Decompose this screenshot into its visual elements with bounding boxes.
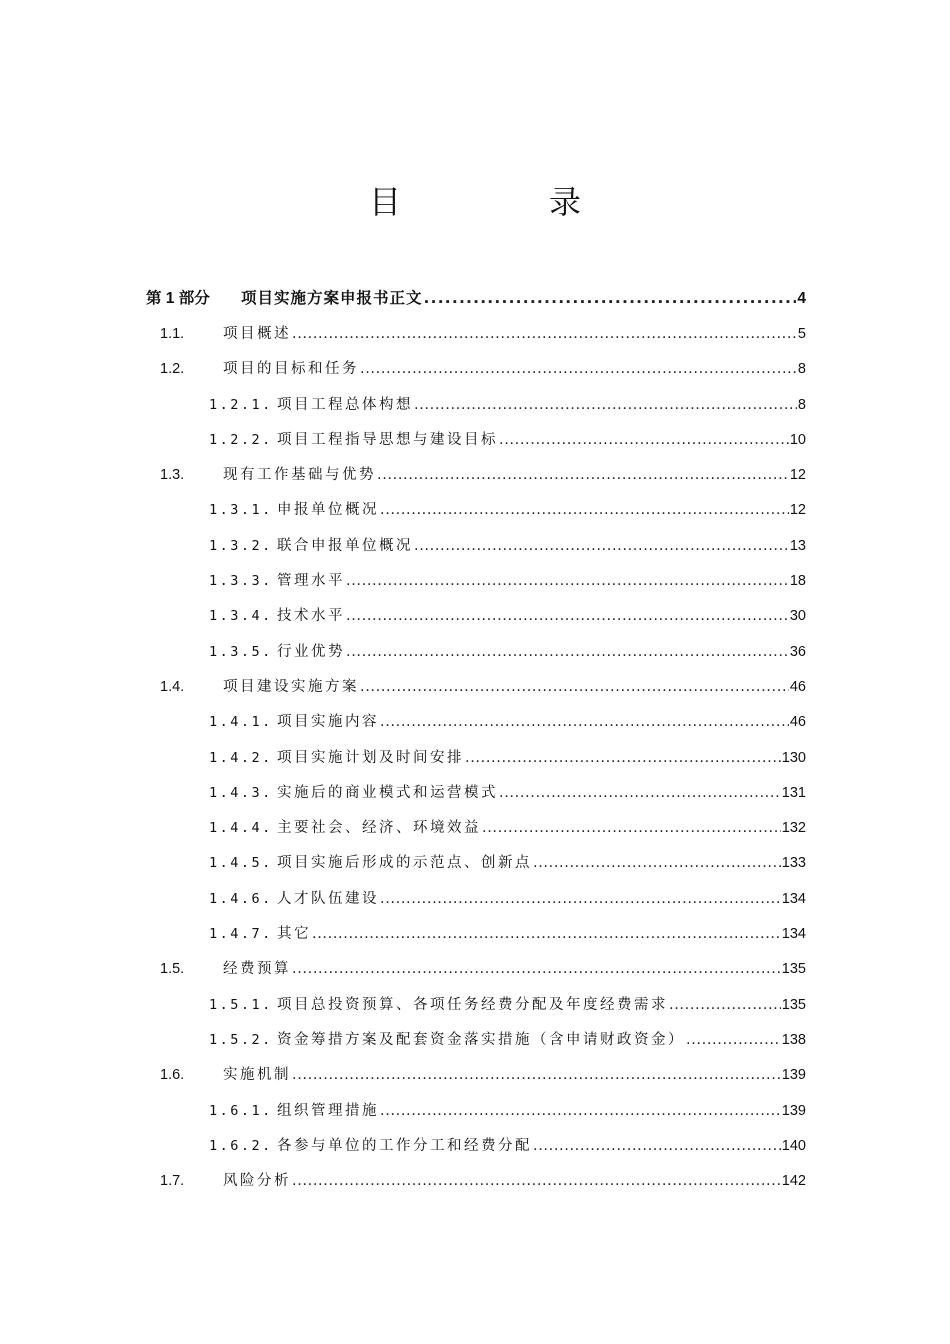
toc-subsection-entry[interactable] <box>146 635 806 670</box>
toc-subsection-entry[interactable] <box>146 705 806 740</box>
toc-section-entry[interactable] <box>146 1058 806 1093</box>
toc-subsection-entry[interactable] <box>146 564 806 599</box>
toc-dot-leader <box>360 670 789 705</box>
toc-page-number: 12 <box>789 502 806 519</box>
toc-subsection-entry[interactable] <box>146 776 806 811</box>
toc-dot-leader <box>312 917 781 952</box>
toc-entry-title: 资金筹措方案及配套资金落实措施（含申请财政资金） <box>277 1031 685 1048</box>
toc-subsection-entry[interactable] <box>146 493 806 528</box>
toc-entry-number: 1.3.3. <box>209 573 273 590</box>
toc-page-number: 130 <box>781 749 806 766</box>
toc-entry-number: 1.3. <box>160 467 185 484</box>
toc-page-number: 138 <box>781 1031 806 1048</box>
toc-entry-number: 1.4.6. <box>209 890 273 907</box>
toc-entry-number: 1.5.1. <box>209 996 273 1013</box>
toc-page-number: 13 <box>789 537 806 554</box>
toc-dot-leader <box>292 952 781 987</box>
toc-entry-number: 1.2.1. <box>209 396 273 413</box>
toc-subsection-entry[interactable] <box>146 423 806 458</box>
toc-section-entry[interactable] <box>146 458 806 493</box>
toc-part-entry[interactable] <box>146 279 806 317</box>
toc-entry-number: 1.4.5. <box>209 855 273 872</box>
toc-page-number: 12 <box>789 467 806 484</box>
toc-entry-title: 管理水平 <box>277 573 345 590</box>
toc-entry-number: 1.4.2. <box>209 749 273 766</box>
toc-subsection-entry[interactable] <box>146 846 806 881</box>
toc-entry-number: 1.5. <box>160 961 185 978</box>
toc-subsection-entry[interactable] <box>146 1023 806 1058</box>
toc-dot-leader <box>292 1164 781 1199</box>
toc-dot-leader <box>465 741 781 776</box>
toc-entry-number: 1.6.1. <box>209 1102 273 1119</box>
toc-page-number: 134 <box>781 890 806 907</box>
toc-entry-title: 项目工程总体构想 <box>277 396 413 413</box>
toc-dot-leader <box>380 705 789 740</box>
toc-entry-number: 1.6. <box>160 1067 185 1084</box>
toc-dot-leader <box>424 279 797 317</box>
toc-page-number: 131 <box>781 784 806 801</box>
toc-dot-leader <box>414 529 789 564</box>
toc-entry-number: 1.3.2. <box>209 537 273 554</box>
toc-entry-title: 主要社会、经济、环境效益 <box>277 820 481 837</box>
toc-entry-number: 1.3.4. <box>209 608 273 625</box>
toc-entry-title: 项目实施方案申报书正文 <box>241 289 423 307</box>
toc-section-entry[interactable] <box>146 352 806 387</box>
toc-page-number: 135 <box>781 961 806 978</box>
toc-entry-title: 各参与单位的工作分工和经费分配 <box>277 1137 532 1154</box>
toc-dot-leader <box>499 776 781 811</box>
toc-entry-title: 项目概述 <box>223 326 291 342</box>
toc-entry-title: 技术水平 <box>277 608 345 625</box>
toc-entry-number: 1.5.2. <box>209 1031 273 1048</box>
toc-page-number: 36 <box>789 643 806 660</box>
toc-entry-title: 其它 <box>277 926 311 943</box>
toc-page-number: 18 <box>789 573 806 590</box>
toc-entry-number: 第 1 部分 <box>146 290 210 307</box>
toc-entry-title: 联合申报单位概况 <box>277 537 413 554</box>
toc-page-number: 134 <box>781 926 806 943</box>
toc-dot-leader <box>380 882 781 917</box>
toc-dot-leader <box>414 388 797 423</box>
toc-page-number: 139 <box>781 1067 806 1084</box>
toc-entry-title: 行业优势 <box>277 643 345 660</box>
toc-page-number: 135 <box>781 996 806 1013</box>
toc-entry-title: 人才队伍建设 <box>277 890 379 907</box>
toc-subsection-entry[interactable] <box>146 917 806 952</box>
toc-dot-leader <box>686 1023 781 1058</box>
toc-subsection-entry[interactable] <box>146 388 806 423</box>
toc-section-entry[interactable] <box>146 670 806 705</box>
toc-entry-number: 1.3.5. <box>209 643 273 660</box>
toc-entry-title: 申报单位概况 <box>277 502 379 519</box>
toc-entry-title: 组织管理措施 <box>277 1102 379 1119</box>
toc-entry-number: 1.1. <box>160 326 185 342</box>
toc-entry-title: 风险分析 <box>223 1173 291 1190</box>
toc-entry-title: 实施机制 <box>223 1067 291 1084</box>
toc-section-entry[interactable] <box>146 952 806 987</box>
toc-page-number: 133 <box>781 855 806 872</box>
toc-title: 目 录 <box>368 183 639 221</box>
toc-entry-title: 项目建设实施方案 <box>223 678 359 695</box>
toc-dot-leader <box>533 1129 781 1164</box>
toc-dot-leader <box>377 458 789 493</box>
toc-page-number: 30 <box>789 608 806 625</box>
toc-subsection-entry[interactable] <box>146 1094 806 1129</box>
toc-dot-leader <box>669 988 781 1023</box>
toc-subsection-entry[interactable] <box>146 529 806 564</box>
toc-subsection-entry[interactable] <box>146 882 806 917</box>
toc-dot-leader <box>292 1058 781 1093</box>
toc-entry-number: 1.4.4. <box>209 820 273 837</box>
toc-entry-title: 项目工程指导思想与建设目标 <box>277 431 498 448</box>
toc-entry-number: 1.4.1. <box>209 714 273 731</box>
toc-entry-title: 项目实施内容 <box>277 714 379 731</box>
toc-entry-title: 经费预算 <box>223 961 291 978</box>
toc-page-number: 4 <box>797 290 806 307</box>
toc-dot-leader <box>292 317 797 352</box>
toc-page-number: 8 <box>797 396 806 413</box>
toc-entry-number: 1.7. <box>160 1173 185 1190</box>
toc-page-number: 10 <box>789 431 806 448</box>
toc-entry-number: 1.4. <box>160 678 185 695</box>
toc-entry-title: 项目实施计划及时间安排 <box>277 749 464 766</box>
toc-page-number: 142 <box>781 1173 806 1190</box>
toc-page-number: 46 <box>789 678 806 695</box>
toc-entry-title: 现有工作基础与优势 <box>223 467 376 484</box>
toc-page-number: 139 <box>781 1102 806 1119</box>
toc-entry-number: 1.2. <box>160 361 185 378</box>
toc-subsection-entry[interactable] <box>146 741 806 776</box>
toc-subsection-entry[interactable] <box>146 811 806 846</box>
toc-subsection-entry[interactable] <box>146 599 806 634</box>
toc-dot-leader <box>482 811 781 846</box>
table-of-contents <box>146 279 806 1199</box>
toc-page-number: 8 <box>797 361 806 378</box>
toc-entry-title: 项目的目标和任务 <box>223 361 359 378</box>
toc-entry-number: 1.6.2. <box>209 1137 273 1154</box>
toc-entry-title: 项目总投资预算、各项任务经费分配及年度经费需求 <box>277 996 668 1013</box>
toc-subsection-entry[interactable] <box>146 1129 806 1164</box>
toc-entry-number: 1.3.1. <box>209 502 273 519</box>
toc-entry-number: 1.4.7. <box>209 926 273 943</box>
toc-page-number: 46 <box>789 714 806 731</box>
toc-page-number: 5 <box>797 326 806 342</box>
toc-dot-leader <box>380 1094 781 1129</box>
toc-entry-title: 实施后的商业模式和运营模式 <box>277 784 498 801</box>
toc-dot-leader <box>346 599 789 634</box>
toc-dot-leader <box>346 564 789 599</box>
toc-dot-leader <box>346 635 789 670</box>
toc-page-number: 140 <box>781 1137 806 1154</box>
toc-page-number: 132 <box>781 820 806 837</box>
toc-dot-leader <box>533 846 781 881</box>
toc-entry-number: 1.2.2. <box>209 431 273 448</box>
toc-entry-number: 1.4.3. <box>209 784 273 801</box>
toc-section-entry[interactable] <box>146 317 806 352</box>
toc-section-entry[interactable] <box>146 1164 806 1199</box>
toc-dot-leader <box>499 423 789 458</box>
toc-subsection-entry[interactable] <box>146 988 806 1023</box>
toc-dot-leader <box>360 352 797 387</box>
toc-entry-title: 项目实施后形成的示范点、创新点 <box>277 855 532 872</box>
toc-dot-leader <box>380 493 789 528</box>
